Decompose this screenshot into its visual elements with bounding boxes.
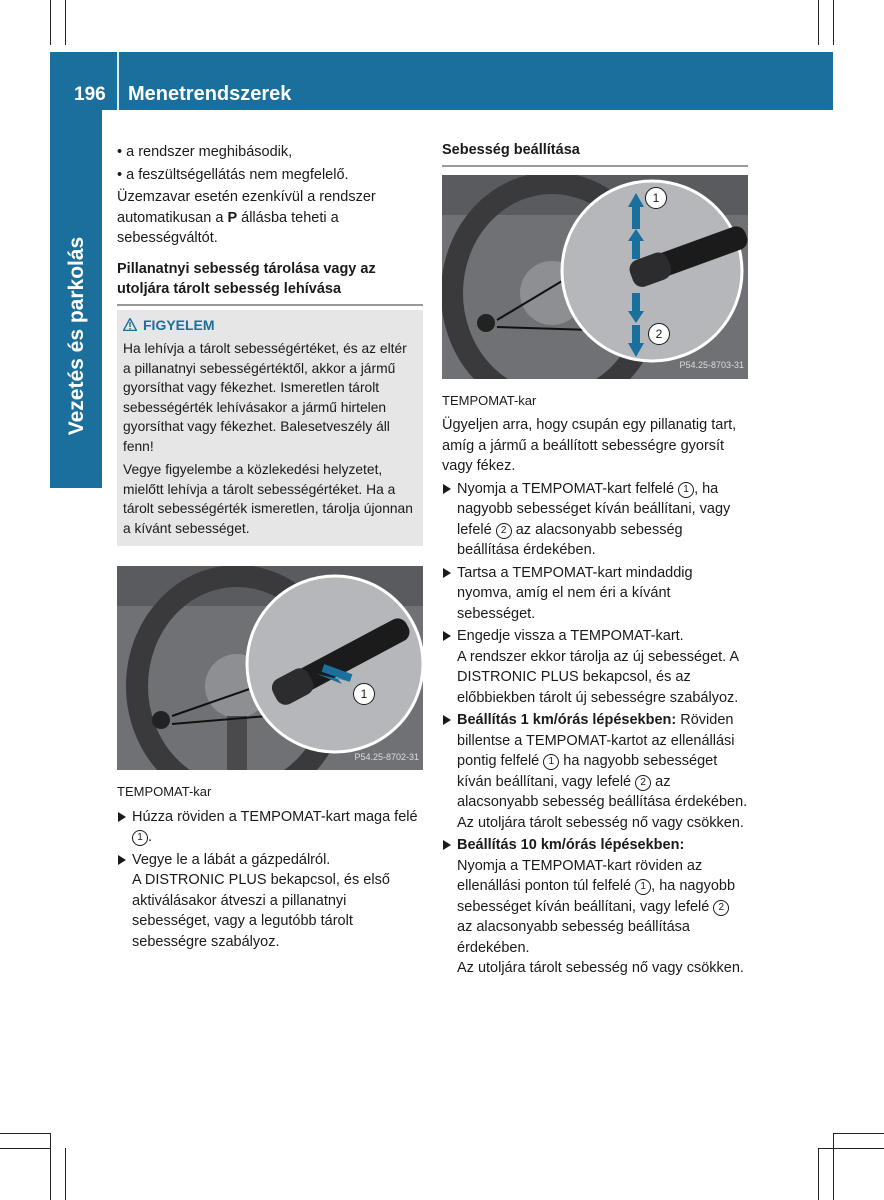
arrow-icon: [443, 715, 451, 725]
warning-header: [123, 316, 417, 336]
crop-mark: [818, 1148, 884, 1149]
warning-label: FIGYELEM: [143, 316, 215, 333]
callout-marker: 1: [678, 482, 694, 498]
arrow-icon: [443, 631, 451, 641]
warning-icon: [123, 318, 137, 331]
image-code: P54.25-8702-31: [354, 751, 419, 762]
warning-box: [117, 310, 423, 547]
callout-marker: 1: [543, 754, 559, 770]
arrow-icon: [443, 484, 451, 494]
list-item: Vegye le a lábát a gázpedálról. A DISTRONIC PLUS bekapcsol, és első aktiválásakor átveszi a pillanatnyi sebességet, vagy a legutóbb tárolt sebességre szabályoz.: [117, 850, 423, 953]
crop-mark: [50, 1133, 51, 1200]
callout-marker: 2: [496, 523, 512, 539]
callout-marker: 1: [132, 830, 148, 846]
callout-marker: 1: [645, 187, 667, 209]
crop-mark: [818, 1148, 819, 1200]
tempomat-lever-image: [117, 566, 423, 770]
image-caption: TEMPOMAT-kar: [117, 784, 212, 799]
arrow-icon: [118, 812, 126, 822]
crop-mark: [65, 1148, 66, 1200]
list-item: Nyomja a TEMPOMAT-kart felfelé 1 , ha nagyobb sebességet kíván beállítani, vagy lefelé 2 az alacsonyabb sebesség beállítása érdekében.: [442, 479, 748, 561]
list-item: Engedje vissza a TEMPOMAT-kart. A rendszer ekkor tárolja az új sebességet. A DISTRONIC PLUS bekapcsol, és az előbbiekben tárolt új sebességre szabályoz.: [442, 626, 748, 708]
list-item: • a feszültségellátás nem megfelelő.: [117, 166, 349, 183]
callout-marker: 2: [648, 323, 670, 345]
crop-mark: [50, 0, 51, 45]
crop-mark: [818, 0, 819, 45]
paragraph: Üzemzavar esetén ezenkívül a rendszer automatikusan a P állásba teheti a sebességváltót.: [117, 189, 376, 246]
crop-mark: [833, 1133, 884, 1134]
list-item: Beállítás 10 km/órás lépésekben: Nyomja a TEMPOMAT-kart röviden az ellenállási ponton túl felfelé 1 , ha nagyobb sebességet kíván beállítani, vagy lefelé 2 az alacsonyabb sebesség beállítása érdekében. Az utoljára tárolt sebesség nő vagy csökken.: [442, 835, 748, 979]
arrow-icon: [443, 840, 451, 850]
list-item: Beállítás 1 km/órás lépésekben: Röviden billentse a TEMPOMAT-kartot az ellenállási pontig felfelé 1 ha nagyobb sebességet kíván beállítani, vagy lefelé 2 az alacsonyabb sebesség beállítása érdekében. Az utoljára tárolt sebesség nő vagy csökken.: [442, 710, 748, 833]
warning-text: Vegye figyelembe a közlekedési helyzetet, mielőtt lehívja a tárolt sebességértéket. Ha a tárolt sebességérték ismeretlen, tárolja újonnan a kívánt sebességet.: [123, 462, 413, 536]
page-number: 196: [74, 84, 106, 105]
page-title: Menetrendszerek: [128, 83, 292, 105]
crop-mark: [0, 1133, 50, 1134]
callout-marker: 1: [635, 879, 651, 895]
arrow-icon: [443, 568, 451, 578]
section-heading: Pillanatnyi sebesség tárolása vagy az utoljára tárolt sebesség lehívása: [117, 260, 376, 297]
callout-marker: 2: [635, 775, 651, 791]
header-separator: [117, 52, 119, 110]
crop-mark: [65, 0, 66, 45]
list-item: Tartsa a TEMPOMAT-kart mindaddig nyomva, amíg el nem éri a kívánt sebességet.: [442, 563, 748, 625]
side-tab-label: Vezetés és parkolás: [65, 236, 88, 436]
steering-wheel-illustration: [442, 175, 748, 379]
image-caption: TEMPOMAT-kar: [442, 392, 537, 408]
steering-wheel-illustration: [117, 566, 423, 770]
divider: [117, 304, 423, 306]
crop-mark: [0, 1148, 50, 1149]
divider: [442, 165, 748, 167]
list-item: Húzza röviden a TEMPOMAT-kart maga felé 1 .: [117, 807, 423, 848]
list-item: • a rendszer meghibásodik,: [117, 144, 293, 160]
crop-mark: [833, 1133, 834, 1200]
image-code: P54.25-8703-31: [679, 360, 744, 370]
left-column: [117, 142, 423, 954]
crop-mark: [833, 0, 834, 45]
callout-marker: 2: [713, 900, 729, 916]
right-column: [442, 140, 748, 981]
paragraph: Ügyeljen arra, hogy csupán egy pillanatig tart, amíg a jármű a beállított sebességre gyorsít vagy fékez.: [442, 417, 737, 474]
warning-text: Ha lehívja a tárolt sebességértéket, és az eltér a pillanatnyi sebességértéktől, akkor a jármű gyorsíthat vagy fékezhet. Ismeretlen tárolt sebességérték lehívásakor a jármű hirtelen gyorsíthat vagy fékezhet. Balesetveszély áll fenn!: [123, 341, 407, 454]
arrow-icon: [118, 855, 126, 865]
section-heading: Sebesség beállítása: [442, 142, 580, 158]
callout-marker: 1: [353, 683, 375, 705]
tempomat-lever-image: [442, 175, 748, 379]
